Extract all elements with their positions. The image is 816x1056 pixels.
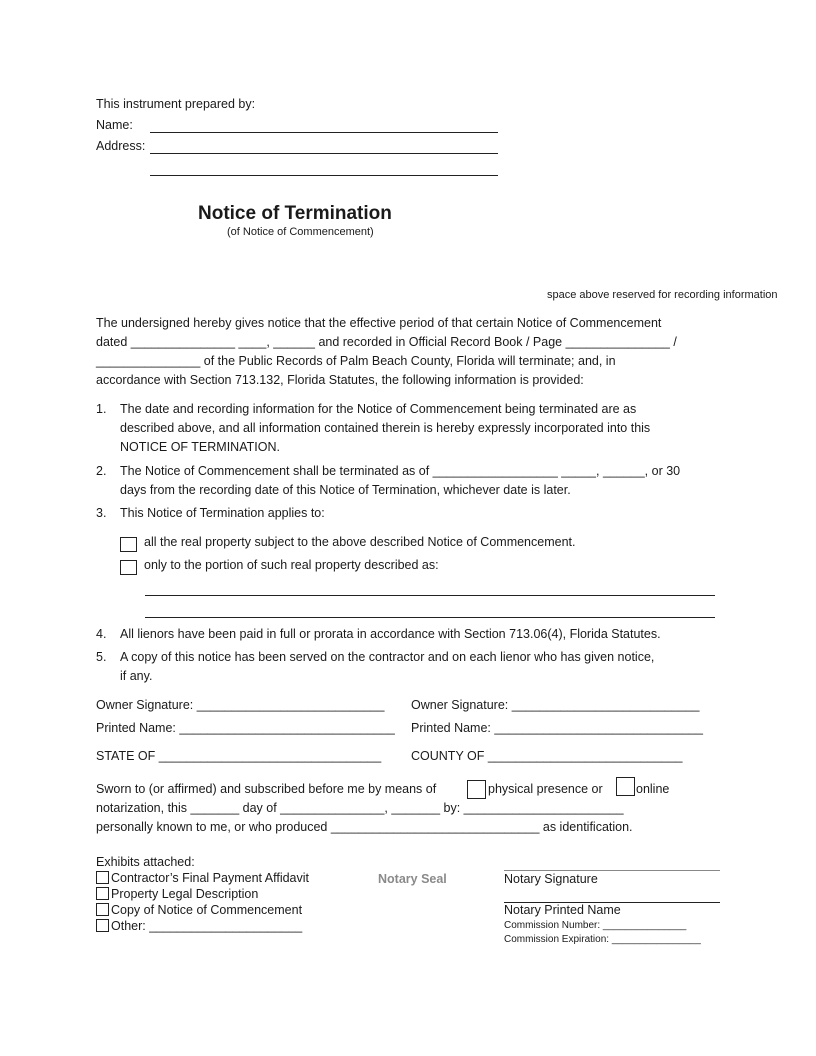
applies-all-checkbox[interactable] — [120, 537, 137, 552]
exhibit-checkbox[interactable] — [96, 903, 109, 916]
item-3-text: This Notice of Termination applies to: — [120, 506, 325, 520]
physical-presence-checkbox[interactable] — [467, 780, 486, 799]
commission-expiration[interactable]: Commission Expiration: ________________ — [504, 934, 701, 945]
recording-note: space above reserved for recording information — [547, 289, 778, 301]
preparer-header: This instrument prepared by: — [96, 97, 256, 111]
exhibit-item[interactable] — [96, 871, 309, 885]
preparer-address-field-2[interactable] — [150, 175, 498, 176]
page-subtitle: (of Notice of Commencement) — [227, 226, 374, 238]
item-1-text — [120, 400, 740, 457]
preparer-name-label: Name: — [96, 118, 133, 132]
property-description-field-2[interactable] — [145, 617, 715, 618]
sworn-text-b: physical presence or — [488, 782, 603, 796]
sworn-text-a: Sworn to (or affirmed) and subscribed before me by means of — [96, 782, 437, 796]
item-line: described above, and all information contained therein is hereby expressly incorporated into this — [120, 421, 651, 435]
exhibit-item[interactable] — [96, 887, 258, 901]
item-line: if any. — [120, 669, 153, 683]
notary-printed-name-label: Notary Printed Name — [504, 903, 621, 917]
intro-line: dated _______________ ____, ______ and recorded in Official Record Book / Page _______________ / — [96, 335, 677, 349]
exhibits-header: Exhibits attached: — [96, 855, 195, 869]
property-description-field-1[interactable] — [145, 595, 715, 596]
intro-line: accordance with Section 713.132, Florida Statutes, the following information is provided: — [96, 373, 584, 387]
intro-paragraph — [96, 314, 736, 390]
preparer-address-label: Address: — [96, 139, 146, 153]
item-number: 5. — [96, 650, 107, 664]
county-field[interactable]: COUNTY OF ____________________________ — [411, 749, 683, 763]
exhibit-label: Other: ______________________ — [111, 919, 303, 933]
intro-line: The undersigned hereby gives notice that the effective period of that certain Notice of Commencement — [96, 316, 662, 330]
exhibit-checkbox[interactable] — [96, 919, 109, 932]
item-line: The date and recording information for the Notice of Commencement being terminated are as — [120, 402, 637, 416]
intro-line: _______________ of the Public Records of Palm Beach County, Florida will terminate; and, in — [96, 354, 616, 368]
notary-signature-label: Notary Signature — [504, 872, 598, 886]
item-number: 2. — [96, 464, 107, 478]
item-number: 1. — [96, 402, 107, 416]
sworn-text-c: online — [636, 782, 670, 796]
online-checkbox[interactable] — [616, 777, 635, 796]
exhibit-checkbox[interactable] — [96, 887, 109, 900]
applies-portion-label: only to the portion of such real property described as: — [144, 558, 439, 572]
sworn-line-3[interactable]: personally known to me, or who produced ______________________________ as identification. — [96, 820, 633, 834]
item-line: A copy of this notice has been served on the contractor and on each lienor who has given notice, — [120, 650, 655, 664]
exhibit-checkbox[interactable] — [96, 871, 109, 884]
state-field[interactable]: STATE OF ________________________________ — [96, 749, 382, 763]
applies-all-label: all the real property subject to the above described Notice of Commencement. — [144, 535, 576, 549]
sworn-line-2[interactable]: notarization, this _______ day of _______________, _______ by: _______________________ — [96, 801, 624, 815]
notary-seal: Notary Seal — [378, 872, 447, 886]
exhibit-item[interactable] — [96, 919, 302, 933]
item-5-text — [120, 648, 740, 686]
item-4-text: All lienors have been paid in full or prorata in accordance with Section 713.06(4), Florida Statutes. — [120, 627, 661, 641]
item-number: 3. — [96, 506, 107, 520]
commission-number[interactable]: Commission Number: _______________ — [504, 920, 687, 931]
item-number: 4. — [96, 627, 107, 641]
owner-signature-2[interactable]: Owner Signature: ___________________________ — [411, 698, 700, 712]
preparer-name-field[interactable] — [150, 132, 498, 133]
exhibit-item[interactable] — [96, 903, 302, 917]
preparer-address-field-1[interactable] — [150, 153, 498, 154]
exhibit-label: Property Legal Description — [111, 887, 259, 901]
notary-signature-field[interactable] — [504, 870, 720, 871]
exhibit-label: Copy of Notice of Commencement — [111, 903, 303, 917]
item-line: The Notice of Commencement shall be terminated as of __________________ _____, ______, or 30 — [120, 464, 681, 478]
item-2-text — [120, 462, 740, 500]
item-line: NOTICE OF TERMINATION. — [120, 440, 280, 454]
owner-signature-1[interactable]: Owner Signature: ___________________________ — [96, 698, 385, 712]
item-line: days from the recording date of this Notice of Termination, whichever date is later. — [120, 483, 571, 497]
printed-name-2[interactable]: Printed Name: ______________________________ — [411, 721, 703, 735]
exhibit-label: Contractor’s Final Payment Affidavit — [111, 871, 310, 885]
printed-name-1[interactable]: Printed Name: _______________________________ — [96, 721, 395, 735]
applies-portion-checkbox[interactable] — [120, 560, 137, 575]
page-title: Notice of Termination — [198, 203, 392, 224]
